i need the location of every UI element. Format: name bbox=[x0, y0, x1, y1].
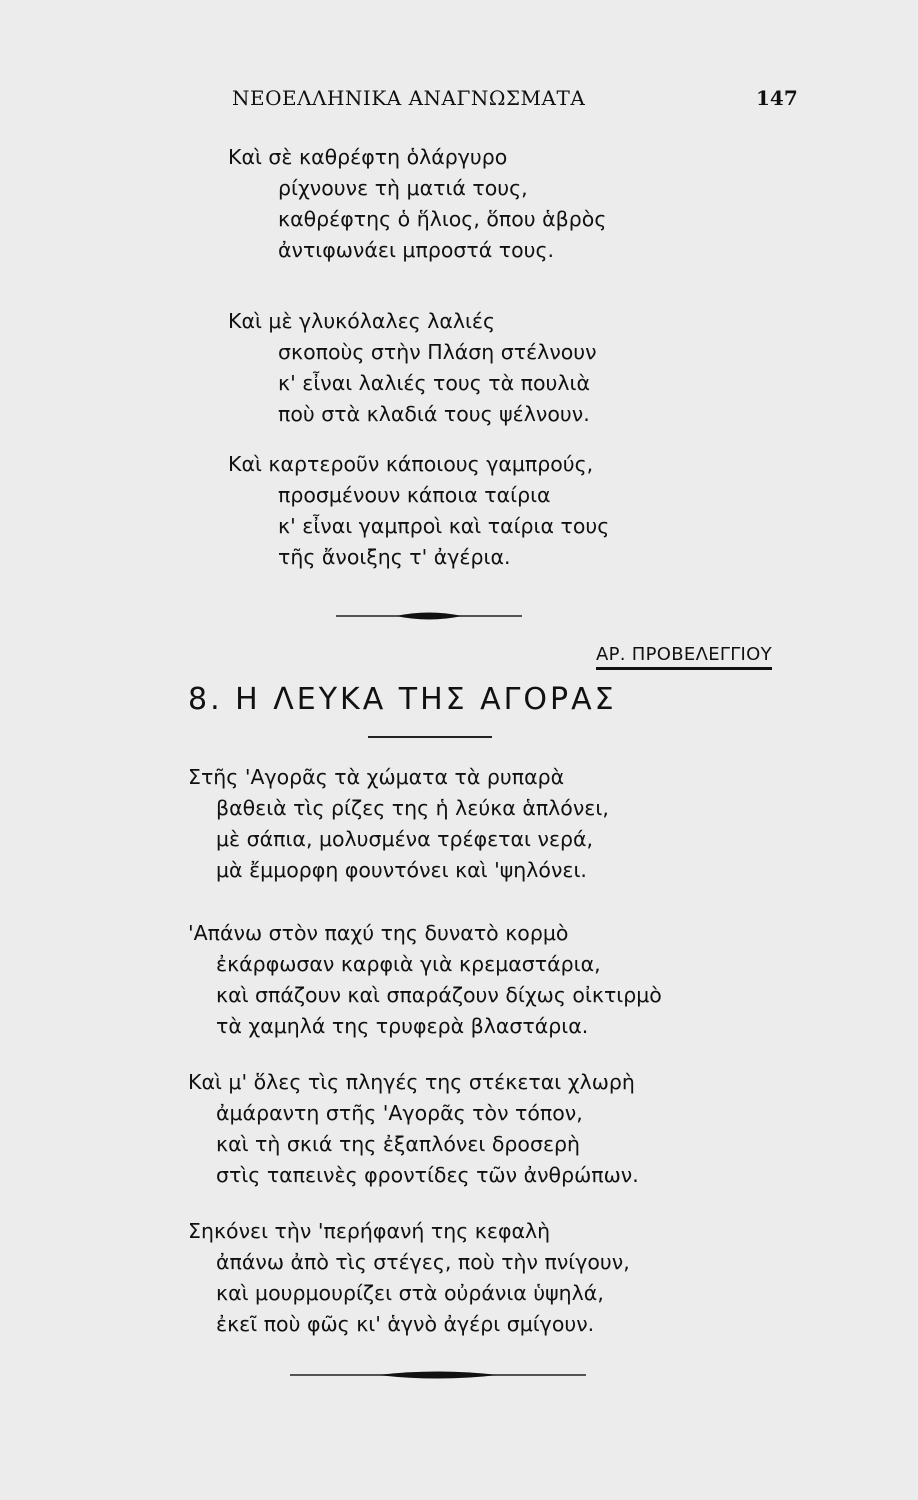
verse-line: Καὶ μ' ὅλες τὶς πληγές της στέκεται χλωρὴ bbox=[188, 1070, 635, 1094]
verse-line: μὰ ἔμμορφη φουντόνει καὶ 'ψηλόνει. bbox=[216, 858, 587, 882]
verse-line: μὲ σάπια, μολυσμένα τρέφεται νερά, bbox=[216, 827, 594, 851]
verse-line: ἐκεῖ ποὺ φῶς κι' ἁγνὸ ἀγέρι σμίγουν. bbox=[216, 1312, 595, 1336]
verse-line: Καὶ μὲ γλυκόλαλες λαλιές bbox=[228, 309, 496, 333]
verse-line: Καὶ καρτεροῦν κάποιους γαμπρούς, bbox=[228, 452, 594, 476]
title-rule bbox=[368, 736, 492, 738]
poem1-stanza-1 bbox=[228, 142, 606, 266]
verse-line: Καὶ σὲ καθρέφτη ὁλάργυρο bbox=[228, 145, 508, 169]
poem1-stanza-3 bbox=[228, 449, 609, 573]
running-head: ΝΕΟΕΛΛΗΝΙΚΑ ΑΝΑΓΝΩΣΜΑΤΑ bbox=[232, 86, 586, 110]
poem2-stanza-2 bbox=[188, 918, 662, 1042]
verse-line: ἀπάνω ἀπὸ τὶς στέγες, ποὺ τὴν πνίγουν, bbox=[216, 1250, 630, 1274]
poem1-stanza-2 bbox=[228, 306, 597, 430]
ornament-divider bbox=[336, 608, 522, 624]
verse-line: καὶ μουρμουρίζει στὰ οὐράνια ὑψηλά, bbox=[216, 1281, 604, 1305]
verse-line: σκοποὺς στὴν Πλάση στέλνουν bbox=[278, 340, 597, 364]
verse-line: 'Απάνω στὸν παχύ της δυνατὸ κορμὸ bbox=[188, 921, 569, 945]
verse-line: προσμένουν κάποια ταίρια bbox=[278, 483, 551, 507]
verse-line: Στῆς 'Αγορᾶς τὰ χώματα τὰ ρυπαρὰ bbox=[188, 765, 565, 789]
verse-line: ἐκάρφωσαν καρφιὰ γιὰ κρεμαστάρια, bbox=[216, 952, 601, 976]
poem2-stanza-3 bbox=[188, 1067, 639, 1191]
verse-line: στὶς ταπεινὲς φροντίδες τῶν ἀνθρώπων. bbox=[216, 1163, 639, 1187]
poem-title: 8. Η ΛΕΥΚΑ ΤΗΣ ΑΓΟΡΑΣ bbox=[188, 682, 617, 717]
verse-line: ἀμάραντη στῆς 'Αγορᾶς τὸν τόπον, bbox=[216, 1101, 583, 1125]
verse-line: Σηκόνει τὴν 'περήφανή της κεφαλὴ bbox=[188, 1219, 551, 1243]
verse-line: ρίχνουνε τὴ ματιά τους, bbox=[278, 176, 528, 200]
author-credit: ΑΡ. ΠΡΟΒΕΛΕΓΓΙΟΥ bbox=[596, 644, 772, 670]
page-number: 147 bbox=[756, 86, 798, 110]
poem2-stanza-4 bbox=[188, 1216, 630, 1340]
verse-line: κ' εἶναι λαλιές τους τὰ πουλιὰ bbox=[278, 371, 591, 395]
verse-line: βαθειὰ τὶς ρίζες της ἡ λεύκα ἁπλόνει, bbox=[216, 796, 609, 820]
ornament-divider bbox=[290, 1367, 586, 1383]
verse-line: καὶ τὴ σκιά της ἐξαπλόνει δροσερὴ bbox=[216, 1132, 581, 1156]
verse-line: τῆς ἄνοιξης τ' ἀγέρια. bbox=[278, 545, 511, 569]
verse-line: ποὺ στὰ κλαδιά τους ψέλνουν. bbox=[278, 402, 590, 426]
verse-line: ἀντιφωνάει μπροστά τους. bbox=[278, 238, 555, 262]
verse-line: καὶ σπάζουν καὶ σπαράζουν δίχως οἰκτιρμὸ bbox=[216, 983, 662, 1007]
verse-line: καθρέφτης ὁ ἥλιος, ὅπου ἁβρὸς bbox=[278, 207, 607, 231]
verse-line: τὰ χαμηλά της τρυφερὰ βλαστάρια. bbox=[216, 1014, 589, 1038]
poem2-stanza-1 bbox=[188, 762, 609, 886]
verse-line: κ' εἶναι γαμπροὶ καὶ ταίρια τους bbox=[278, 514, 610, 538]
